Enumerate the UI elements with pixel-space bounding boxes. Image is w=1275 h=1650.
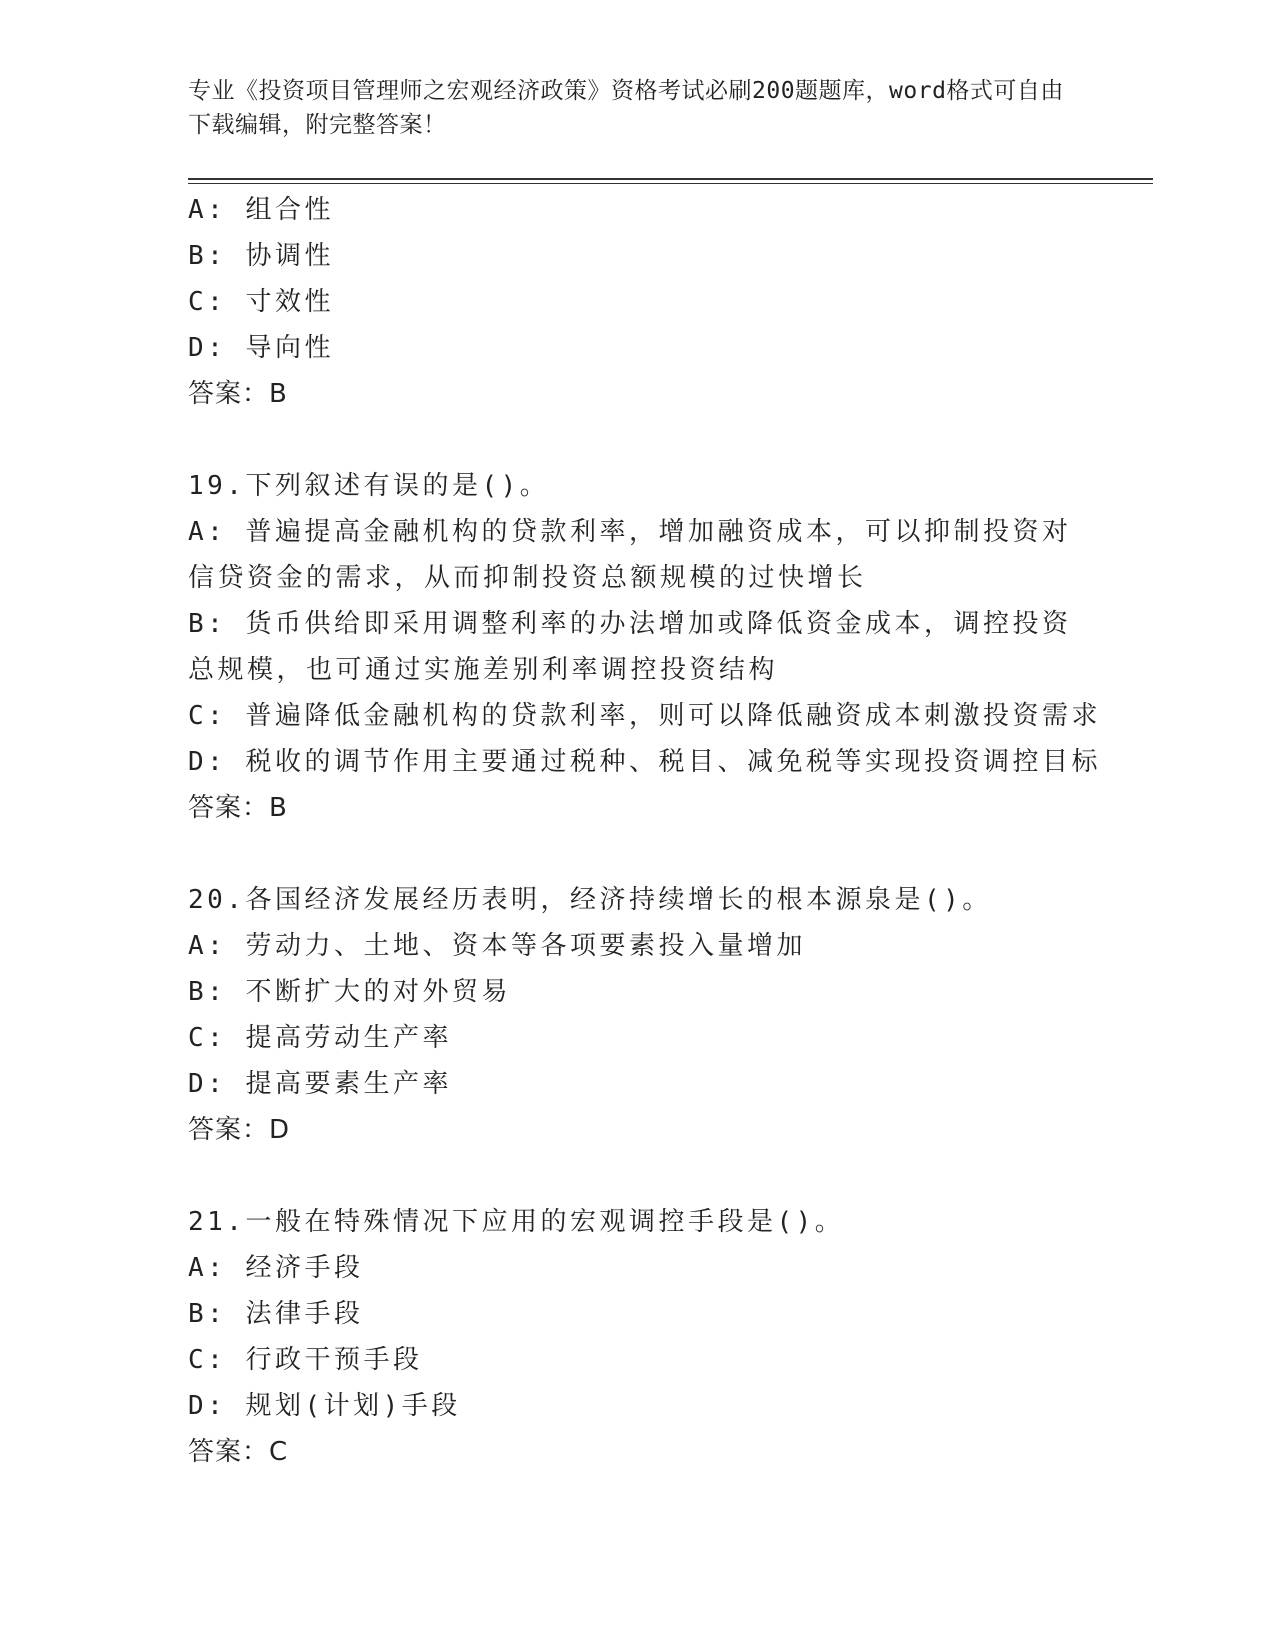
- option-d: D: 导向性: [188, 333, 334, 363]
- question-stem: 20.各国经济发展经历表明，经济持续增长的根本源泉是()。: [188, 885, 992, 915]
- question-stem: 21.一般在特殊情况下应用的宏观调控手段是()。: [188, 1207, 845, 1237]
- question-block-20: [188, 877, 1088, 1153]
- option-a: A: 劳动力、土地、资本等各项要素投入量增加: [188, 931, 806, 961]
- option-c: C: 行政干预手段: [188, 1345, 423, 1375]
- option-b: B: 不断扩大的对外贸易: [188, 977, 511, 1007]
- option-c: C: 寸效性: [188, 287, 334, 317]
- answer-line: 答案：D: [188, 1115, 291, 1145]
- document-body: [188, 187, 1101, 1475]
- option-d: D: 税收的调节作用主要通过税种、税目、减免税等实现投资调控目标: [188, 747, 1101, 777]
- option-a: A: 组合性: [188, 195, 334, 225]
- question-block-18: [188, 187, 1088, 417]
- header-divider: [188, 178, 1153, 184]
- answer-line: 答案：C: [188, 1437, 289, 1467]
- option-d: D: 提高要素生产率: [188, 1069, 452, 1099]
- document-header: 专业《投资项目管理师之宏观经济政策》资格考试必刷200题题库，word格式可自由下载编辑，附完整答案！: [188, 78, 1064, 138]
- option-b: B: 协调性: [188, 241, 334, 271]
- question-block-21: [188, 1199, 1088, 1475]
- option-c: C: 普遍降低金融机构的贷款利率，则可以降低融资成本刺激投资需求: [188, 701, 1101, 731]
- option-b: B: 法律手段: [188, 1299, 364, 1329]
- option-a: A: 普遍提高金融机构的贷款利率，增加融资成本，可以抑制投资对信贷资金的需求，从而抑制投资总额规模的过快增长: [188, 517, 1072, 593]
- option-d: D: 规划(计划)手段: [188, 1391, 461, 1421]
- option-c: C: 提高劳动生产率: [188, 1023, 452, 1053]
- question-block-19: [188, 463, 1101, 831]
- option-b: B: 货币供给即采用调整利率的办法增加或降低资金成本，调控投资总规模，也可通过实施差别利率调控投资结构: [188, 609, 1072, 685]
- answer-line: 答案：B: [188, 793, 288, 823]
- answer-line: 答案：B: [188, 379, 288, 409]
- option-a: A: 经济手段: [188, 1253, 364, 1283]
- question-stem: 19.下列叙述有误的是()。: [188, 471, 550, 501]
